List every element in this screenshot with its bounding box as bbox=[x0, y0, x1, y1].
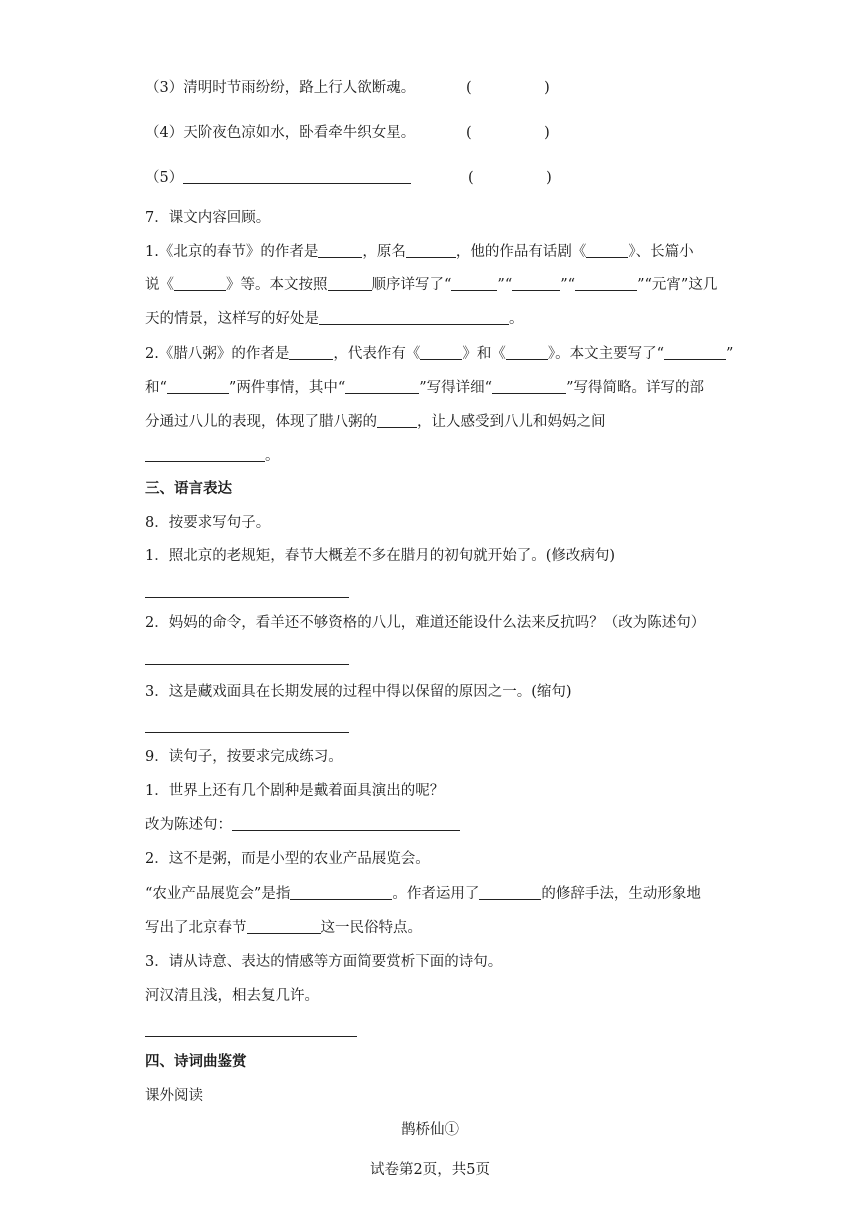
answer-blank[interactable] bbox=[328, 276, 372, 291]
q9-s1: 1．世界上还有几个剧种是戴着面具演出的呢？ bbox=[145, 783, 445, 799]
section-4-heading: 四、诗词曲鉴赏 bbox=[145, 1053, 247, 1070]
answer-blank[interactable] bbox=[479, 885, 541, 900]
answer-blank[interactable] bbox=[451, 276, 497, 291]
answer-blank[interactable] bbox=[420, 345, 462, 360]
answer-blank[interactable] bbox=[145, 447, 265, 462]
answer-line[interactable] bbox=[145, 597, 349, 598]
q7-p2-line2: 和“ ”两件事情，其中“ ”写得详细“ ”写得简略。详写的部 bbox=[145, 380, 704, 396]
page-footer: 试卷第2页，共5页 bbox=[370, 1162, 490, 1178]
answer-blank[interactable] bbox=[377, 413, 417, 428]
answer-blank[interactable] bbox=[232, 816, 460, 831]
answer-blank[interactable] bbox=[247, 919, 321, 934]
q9-s1b: 改为陈述句： bbox=[145, 815, 460, 835]
q8-s3: 3．这是藏戏面具在长期发展的过程中得以保留的原因之一。(缩句) bbox=[145, 684, 572, 700]
item-3: （3）清明时节雨纷纷，路上行人欲断魂。 bbox=[145, 80, 416, 96]
answer-blank[interactable] bbox=[289, 345, 333, 360]
answer-blank[interactable] bbox=[406, 243, 456, 258]
answer-blank[interactable] bbox=[506, 345, 548, 360]
reading-label: 课外阅读 bbox=[145, 1088, 203, 1104]
q9-s3: 3．请从诗意、表达的情感等方面简要赏析下面的诗句。 bbox=[145, 954, 503, 970]
q7-p1-line2: 说《 》等。本文按照 顺序详写了“ ”“ ”“ ”“元宵”这几 bbox=[145, 277, 718, 293]
answer-paren-4: ( ) bbox=[466, 125, 550, 141]
q9-s2b: “农业产品展览会”是指 。作者运用了 的修辞手法，生动形象地 bbox=[145, 886, 701, 902]
answer-blank[interactable] bbox=[183, 169, 411, 184]
q7-p2-line3: 分通过八儿的表现，体现了腊八粥的 ，让人感受到八儿和妈妈之间 bbox=[145, 414, 606, 430]
answer-blank[interactable] bbox=[586, 243, 628, 258]
q7-p2-line4: 。 bbox=[145, 446, 280, 466]
answer-blank[interactable] bbox=[167, 379, 229, 394]
q9-title: 9．读句子，按要求完成练习。 bbox=[145, 749, 343, 765]
answer-blank[interactable] bbox=[664, 345, 726, 360]
q9-s2: 2．这不是粥，而是小型的农业产品展览会。 bbox=[145, 851, 430, 867]
q7-p1-line1: 1.《北京的春节》的作者是 ，原名 ，他的作品有话剧《 》、长篇小 bbox=[145, 244, 694, 260]
answer-line[interactable] bbox=[145, 1036, 357, 1037]
answer-line[interactable] bbox=[145, 732, 349, 733]
poem-title: 鹊桥仙① bbox=[401, 1122, 459, 1138]
answer-blank[interactable] bbox=[492, 379, 566, 394]
q7-title: 7．课文内容回顾。 bbox=[145, 210, 271, 226]
answer-blank[interactable] bbox=[319, 310, 509, 325]
answer-blank[interactable] bbox=[290, 885, 392, 900]
section-3-heading: 三、语言表达 bbox=[145, 480, 232, 497]
answer-line[interactable] bbox=[145, 664, 349, 665]
q8-title: 8．按要求写句子。 bbox=[145, 515, 271, 531]
answer-paren-5: ( ) bbox=[468, 170, 552, 186]
answer-blank[interactable] bbox=[575, 276, 637, 291]
answer-blank[interactable] bbox=[512, 276, 560, 291]
answer-blank[interactable] bbox=[318, 243, 362, 258]
answer-blank[interactable] bbox=[174, 276, 226, 291]
q8-s1: 1．照北京的老规矩，春节大概差不多在腊月的初旬就开始了。(修改病句) bbox=[145, 548, 616, 564]
q9-s2c: 写出了北京春节 这一民俗特点。 bbox=[145, 920, 422, 936]
q7-p2-line1: 2.《腊八粥》的作者是 ，代表作有《 》和《 》。本文主要写了“ ” bbox=[145, 346, 734, 362]
q7-p1-line3: 天的情景，这样写的好处是 。 bbox=[145, 311, 524, 327]
answer-paren-3: ( ) bbox=[466, 80, 550, 96]
item-5-label: （5） bbox=[145, 170, 184, 186]
q9-s3b: 河汉清且浅，相去复几许。 bbox=[145, 988, 319, 1004]
answer-blank[interactable] bbox=[345, 379, 419, 394]
q8-s2: 2．妈妈的命令，看羊还不够资格的八儿，难道还能设什么法来反抗吗？（改为陈述句） bbox=[145, 615, 706, 631]
item-4: （4）天阶夜色凉如水，卧看牵牛织女星。 bbox=[145, 125, 416, 141]
item-5 bbox=[145, 168, 411, 188]
